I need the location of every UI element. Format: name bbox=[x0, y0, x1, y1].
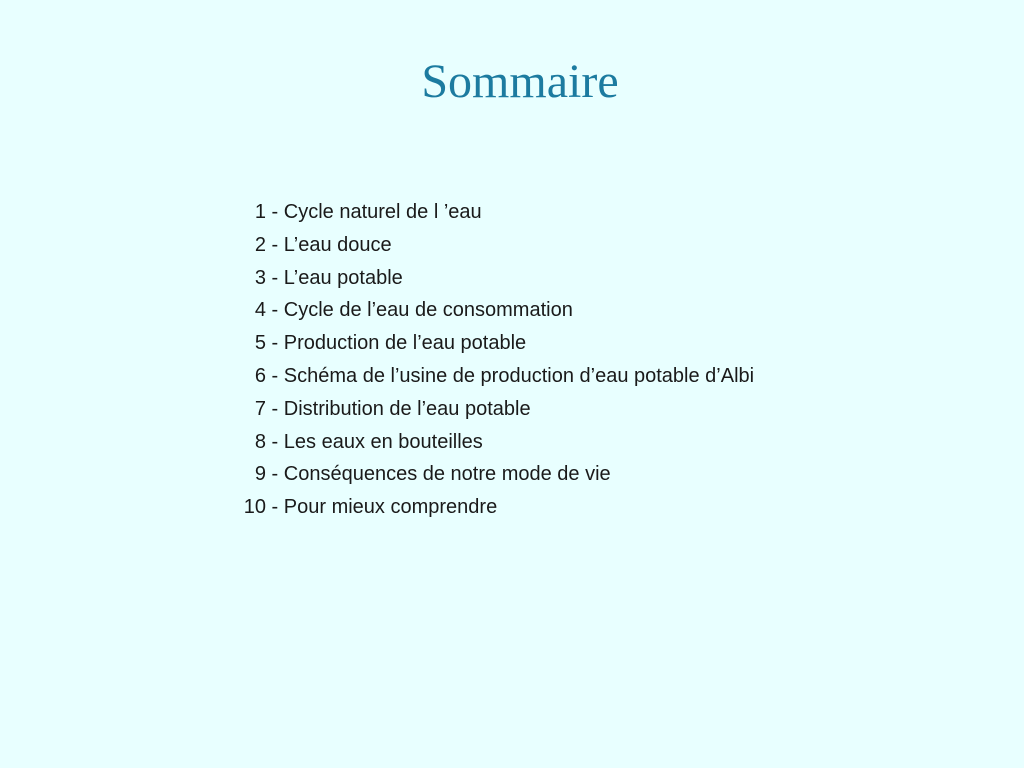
toc-item-text: - Distribution de l’eau potable bbox=[266, 397, 531, 420]
slide-title: Sommaire bbox=[421, 55, 619, 108]
toc-item bbox=[230, 393, 754, 426]
toc-item bbox=[230, 229, 754, 262]
toc-item-number: 4 bbox=[254, 299, 266, 322]
toc-item-text: - Conséquences de notre mode de vie bbox=[266, 463, 611, 486]
toc-item-text: - L’eau douce bbox=[266, 233, 392, 256]
toc-item-number: 2 bbox=[254, 233, 266, 256]
toc-item-number: 8 bbox=[254, 430, 266, 453]
toc-item bbox=[230, 426, 754, 459]
toc-item bbox=[230, 491, 754, 524]
toc-item-number: 6 bbox=[254, 364, 266, 387]
toc-item-number: 5 bbox=[254, 332, 266, 355]
toc-item bbox=[230, 196, 754, 229]
toc-item bbox=[230, 360, 754, 393]
toc-item-text: - Les eaux en bouteilles bbox=[266, 430, 483, 453]
toc-item bbox=[230, 262, 754, 295]
toc-item bbox=[230, 327, 754, 360]
toc-item-text: - L’eau potable bbox=[266, 266, 403, 289]
table-of-contents bbox=[230, 196, 754, 524]
toc-item-text: - Production de l’eau potable bbox=[266, 332, 527, 355]
toc-item-number: 1 bbox=[254, 201, 266, 223]
toc-item-text: - Cycle naturel de l ’eau bbox=[266, 201, 482, 223]
toc-item-number: 7 bbox=[254, 397, 266, 420]
toc-item-text: - Pour mieux comprendre bbox=[266, 496, 498, 519]
toc-item-number: 3 bbox=[254, 266, 266, 289]
toc-item-text: - Cycle de l’eau de consommation bbox=[266, 299, 573, 322]
toc-item-text: - Schéma de l’usine de production d’eau potable d’Albi bbox=[266, 364, 755, 387]
toc-item bbox=[230, 458, 754, 491]
toc-item-number: 9 bbox=[254, 463, 266, 486]
toc-item bbox=[230, 294, 754, 327]
toc-item-number: 10 bbox=[243, 496, 266, 519]
